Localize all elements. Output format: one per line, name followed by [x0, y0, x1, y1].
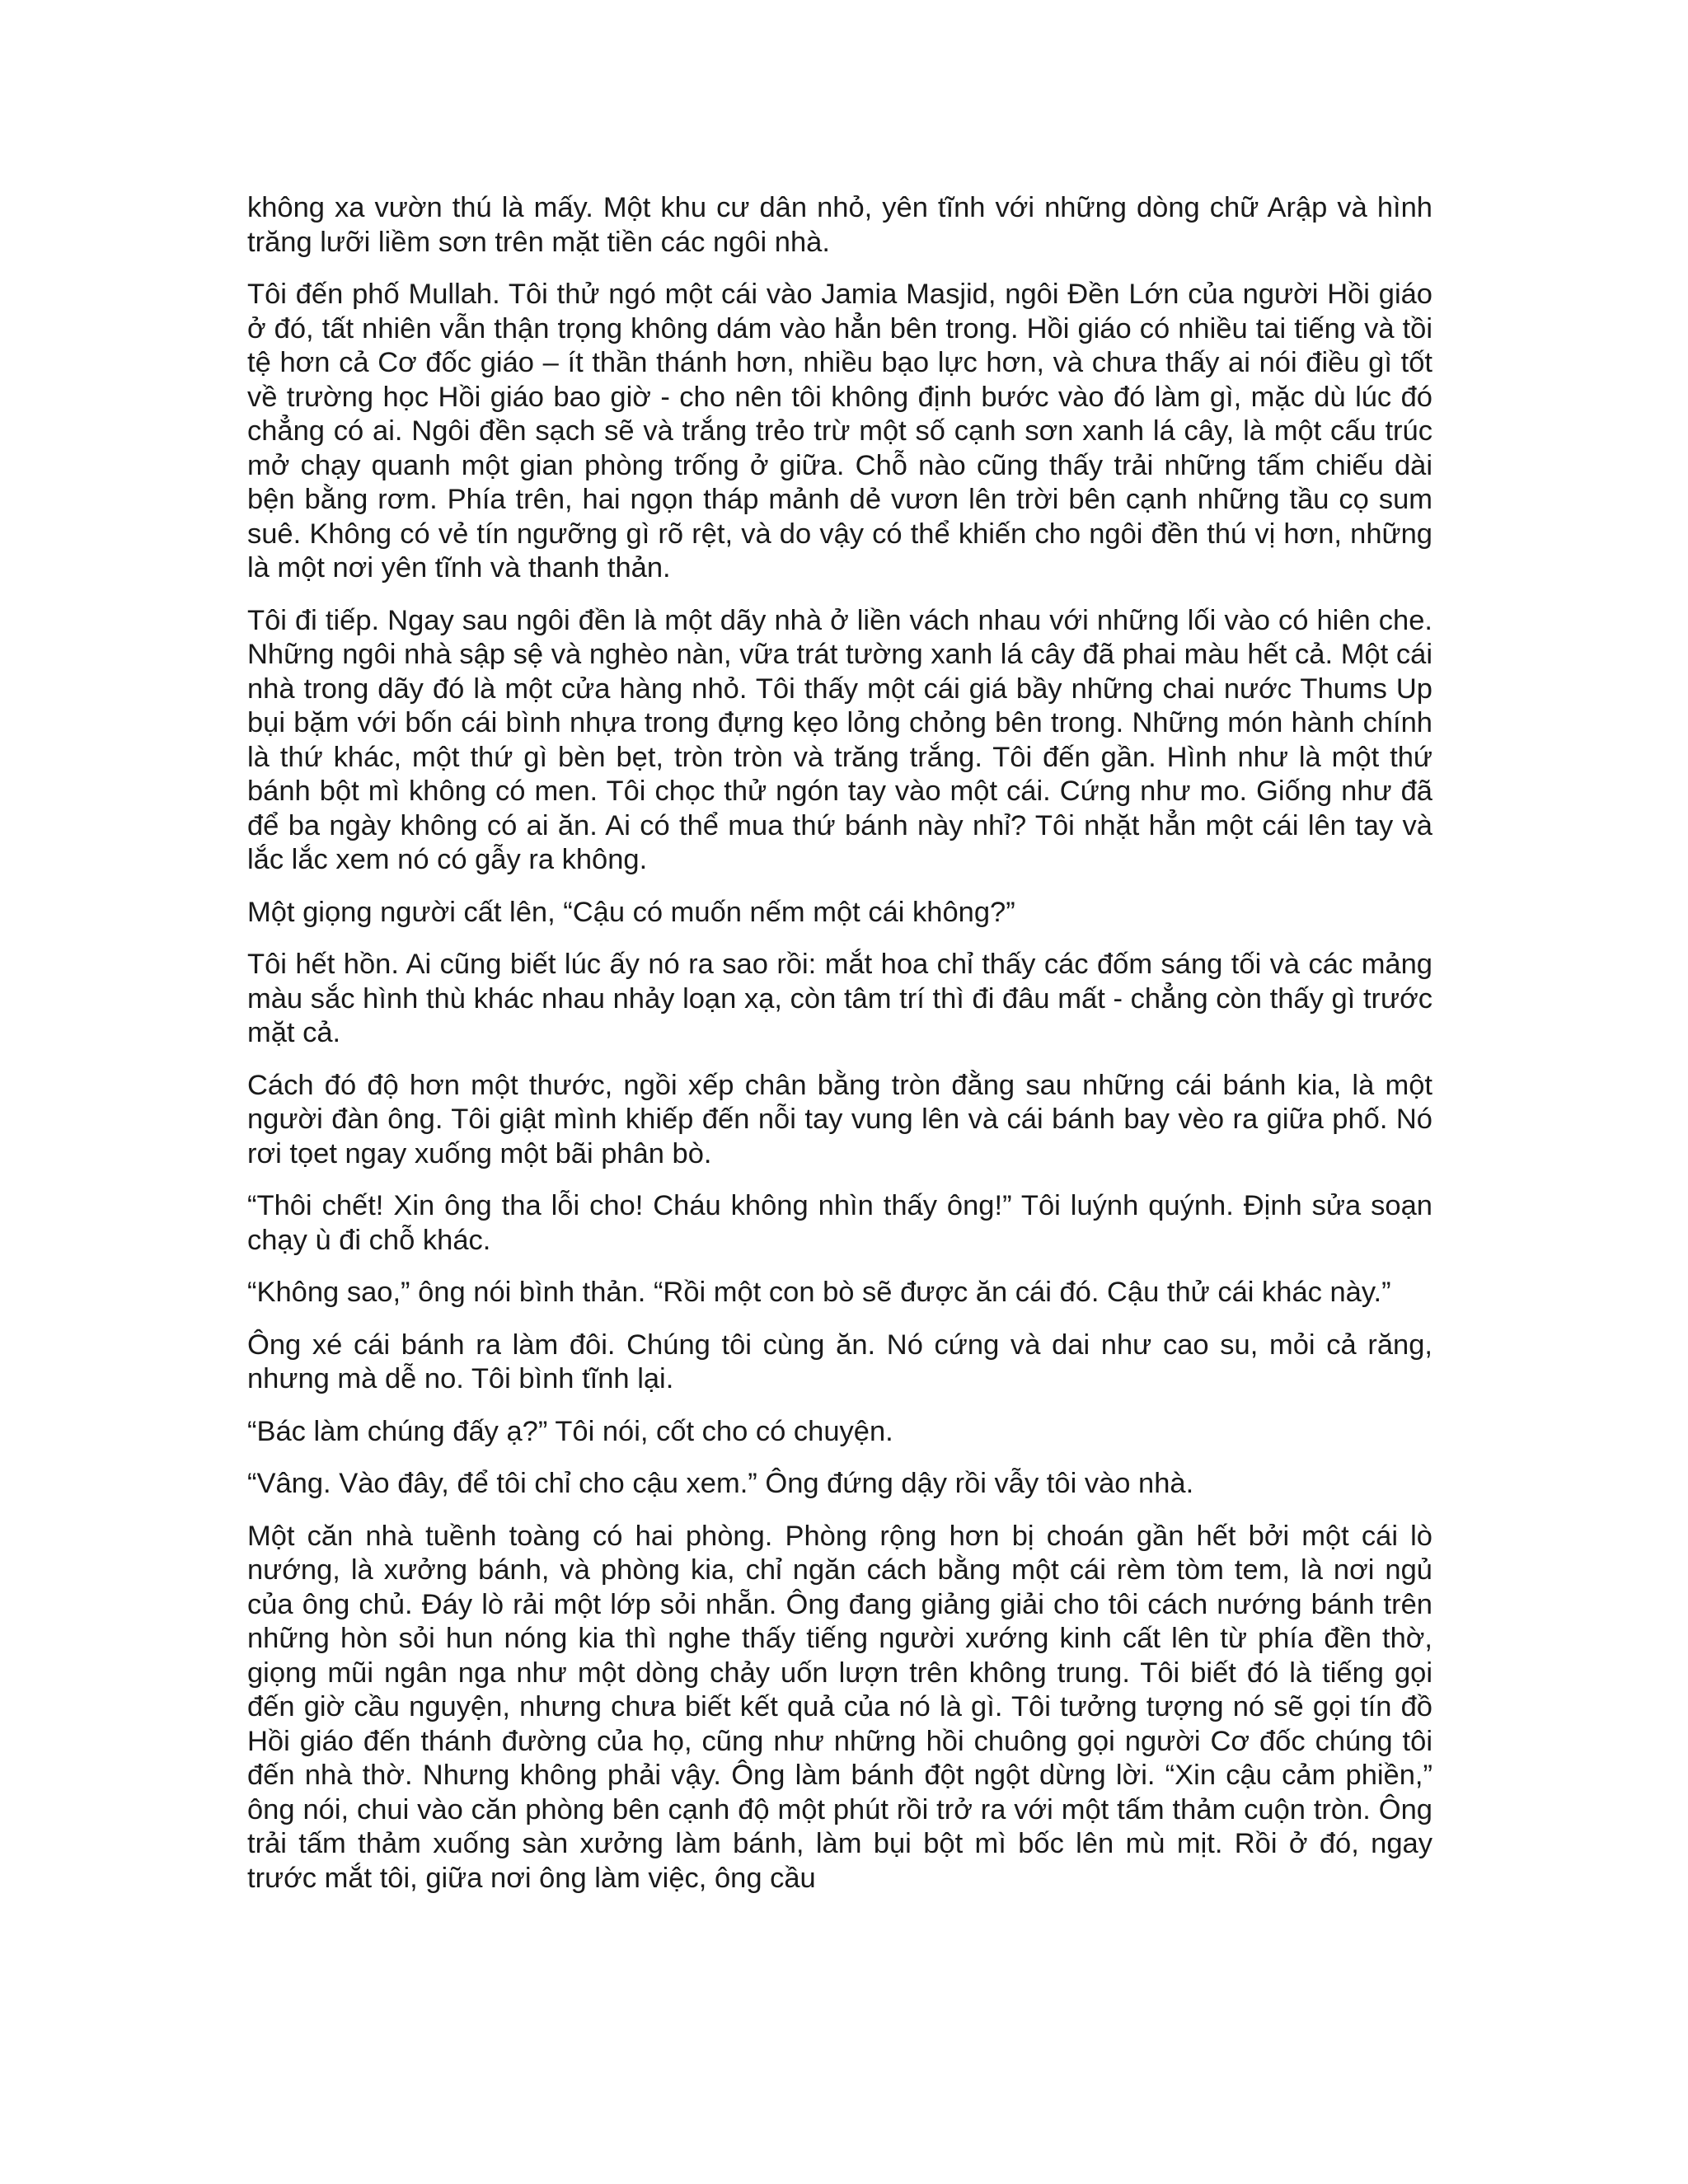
paragraph-10: “Bác làm chúng đấy ạ?” Tôi nói, cốt cho có chuyện.: [247, 1415, 893, 1447]
body-text: [247, 191, 1432, 1914]
paragraph-8: “Không sao,” ông nói bình thản. “Rồi một con bò sẽ được ăn cái đó. Cậu thử cái khác này.”: [247, 1277, 1391, 1308]
paragraph-3: Tôi đi tiếp. Ngay sau ngôi đền là một dãy nhà ở liền vách nhau với những lối vào có hiên che. Những ngôi nhà sập sệ và nghèo nàn, vữa trát tường xanh lá cây đã phai màu hết cả. Một cái nhà trong dãy đó là một cửa hàng nhỏ. Tôi thấy một cái giá bầy những chai nước Thums Up bụi bặm với bốn cái bình nhựa trong đựng kẹo lỏng chỏng bên trong. Những món hành chính là thứ khác, một thứ gì bèn bẹt, tròn tròn và trăng trắng. Tôi đến gần. Hình như là một thứ bánh bột mì không có men. Tôi chọc thử ngón tay vào một cái. Cứng như mo. Giống như đã để ba ngày không có ai ăn. Ai có thể mua thứ bánh này nhỉ? Tôi nhặt hẳn một cái lên tay và lắc lắc xem nó có gẫy ra không.: [247, 604, 1432, 875]
paragraph-11: “Vâng. Vào đây, để tôi chỉ cho cậu xem.” Ông đứng dậy rồi vẫy tôi vào nhà.: [247, 1468, 1194, 1499]
paragraph-6: Cách đó độ hơn một thước, ngồi xếp chân bằng tròn đằng sau những cái bánh kia, là một người đàn ông. Tôi giật mình khiếp đến nỗi tay vung lên và cái bánh bay vèo ra giữa phố. Nó rơi tọet ngay xuống một bãi phân bò.: [247, 1069, 1432, 1169]
paragraph-1: không xa vườn thú là mấy. Một khu cư dân nhỏ, yên tĩnh với những dòng chữ Arập và hình trăng lưỡi liềm sơn trên mặt tiền các ngôi nhà.: [247, 192, 1432, 258]
paragraph-2: Tôi đến phố Mullah. Tôi thử ngó một cái vào Jamia Masjid, ngôi Đền Lớn của người Hồi giáo ở đó, tất nhiên vẫn thận trọng không dám vào hẳn bên trong. Hồi giáo có nhiều tai tiếng và tồi tệ hơn cả Cơ đốc giáo – ít thần thánh hơn, nhiều bạo lực hơn, và chưa thấy ai nói điều gì tốt về trường học Hồi giáo bao giờ - cho nên tôi không định bước vào đó làm gì, mặc dù lúc đó chẳng có ai. Ngôi đền sạch sẽ và trắng trẻo trừ một số cạnh sơn xanh lá cây, là một cấu trúc mở chạy quanh một gian phòng trống ở giữa. Chỗ nào cũng thấy trải những tấm chiếu dài bện bằng rơm. Phía trên, hai ngọn tháp mảnh dẻ vươn lên trời bên cạnh những tầu cọ sum suê. Không có vẻ tín ngưỡng gì rõ rệt, và do vậy có thể khiến cho ngôi đền thú vị hơn, những là một nơi yên tĩnh và thanh thản.: [247, 279, 1432, 583]
paragraph-4: Một giọng người cất lên, “Cậu có muốn nếm một cái không?”: [247, 896, 1015, 928]
paragraph-5: Tôi hết hồn. Ai cũng biết lúc ấy nó ra sao rồi: mắt hoa chỉ thấy các đốm sáng tối và các mảng màu sắc hình thù khác nhau nhảy loạn xạ, còn tâm trí thì đi đâu mất - chẳng còn thấy gì trước mặt cả.: [247, 949, 1432, 1048]
paragraph-7: “Thôi chết! Xin ông tha lỗi cho! Cháu không nhìn thấy ông!” Tôi luýnh quýnh. Định sửa soạn chạy ù đi chỗ khác.: [247, 1190, 1432, 1256]
paragraph-12: Một căn nhà tuềnh toàng có hai phòng. Phòng rộng hơn bị choán gần hết bởi một cái lò nướng, là xưởng bánh, và phòng kia, chỉ ngăn cách bằng một cái rèm tòm tem, là nơi ngủ của ông chủ. Đáy lò rải một lớp sỏi nhẵn. Ông đang giảng giải cho tôi cách nướng bánh trên những hòn sỏi hun nóng kia thì nghe thấy tiếng người xướng kinh cất lên từ phía đền thờ, giọng mũi ngân nga như một dòng chảy uốn lượn trên không trung. Tôi biết đó là tiếng gọi đến giờ cầu nguyện, nhưng chưa biết kết quả của nó là gì. Tôi tưởng tượng nó sẽ gọi tín đồ Hồi giáo đến thánh đường của họ, cũng như những hồi chuông gọi người Cơ đốc chúng tôi đến nhà thờ. Nhưng không phải vậy. Ông làm bánh đột ngột dừng lời. “Xin cậu cảm phiền,” ông nói, chui vào căn phòng bên cạnh độ một phút rồi trở ra với một tấm thảm cuộn tròn. Ông trải tấm thảm xuống sàn xưởng làm bánh, làm bụi bột mì bốc lên mù mịt. Rồi ở đó, ngay trước mắt tôi, giữa nơi ông làm việc, ông cầu: [247, 1520, 1432, 1894]
paragraph-9: Ông xé cái bánh ra làm đôi. Chúng tôi cùng ăn. Nó cứng và dai như cao su, mỏi cả răng, nhưng mà dễ no. Tôi bình tĩnh lại.: [247, 1329, 1432, 1394]
